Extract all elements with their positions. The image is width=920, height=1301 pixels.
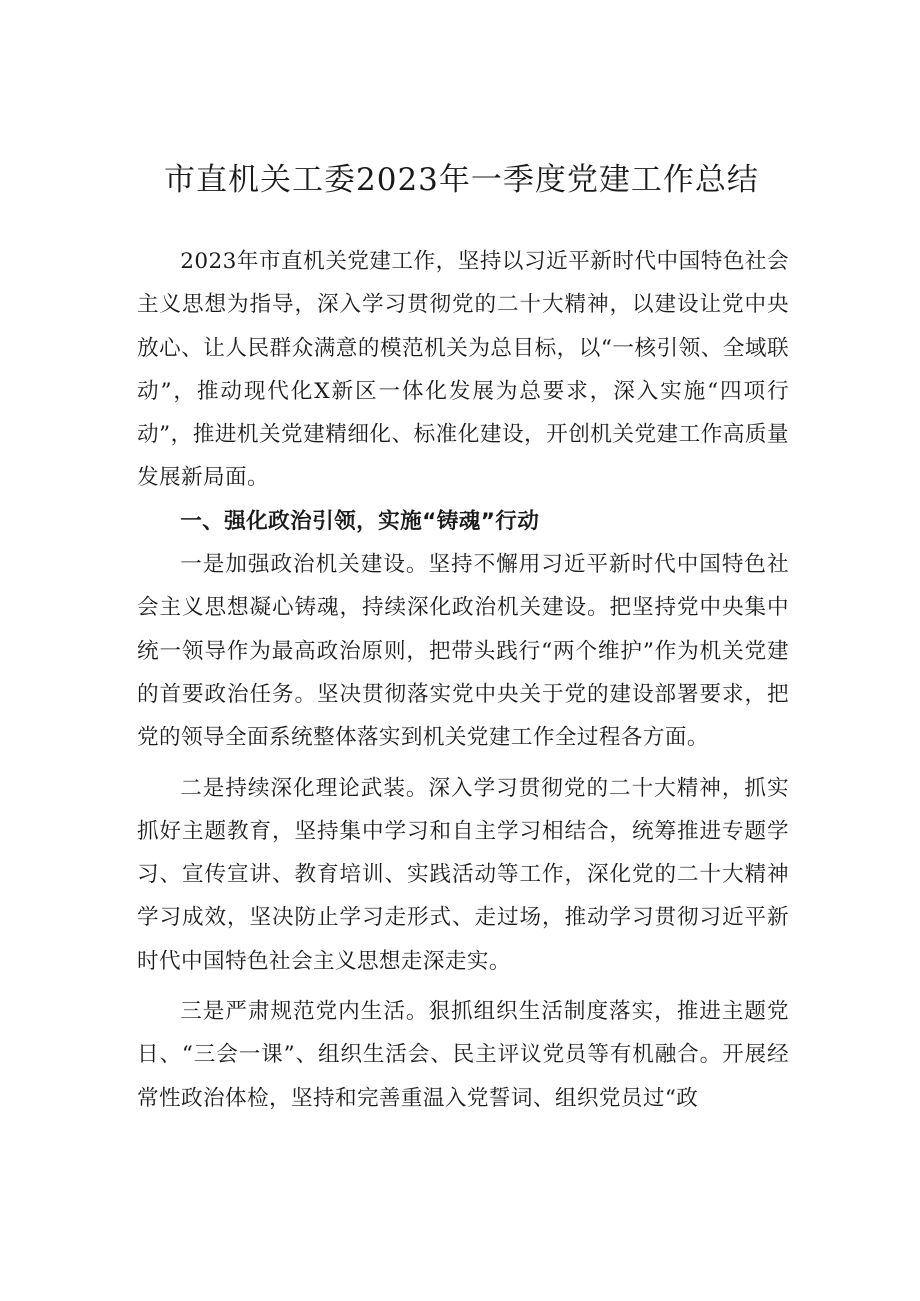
intro-paragraph: 2023年市直机关党建工作，坚持以习近平新时代中国特色社会主义思想为指导，深入学习贯彻党的二十大精神，以建设让党中央放心、让人民群众满意的模范机关为总目标，以“一核引领、全域联动”，推动现代化X新区一体化发展为总要求，深入实施“四项行动”，推进机关党建精细化、标准化建设，开创机关党建工作高质量发展新局面。 — [137, 249, 789, 491]
body-paragraph: 二是持续深化理论武装。深入学习贯彻党的二十大精神，抓实抓好主题教育，坚持集中学习和自主学习相结合，统筹推进专题学习、宣传宣讲、教育培训、实践活动等工作，深化党的二十大精神学习成效，坚决防止学习走形式、走过场，推动学习贯彻习近平新时代中国特色社会主义思想走深走实。 — [137, 775, 789, 974]
body-paragraph: 三是严肃规范党内生活。狠抓组织生活制度落实，推进主题党日、“三会一课”、组织生活会、民主评议党员等有机融合。开展经常性政治体检，坚持和完善重温入党誓词、组织党员过“政 — [137, 999, 789, 1111]
section-heading: 一、强化政治引领，实施“铸魂”行动 — [180, 508, 540, 534]
document-title: 市直机关工委2023年一季度党建工作总结 — [164, 162, 759, 198]
document-body — [137, 240, 789, 1120]
body-paragraph: 一是加强政治机关建设。坚持不懈用习近平新时代中国特色社会主义思想凝心铸魂，持续深化政治机关建设。把坚持党中央集中统一领导作为最高政治原则，把带头践行“两个维护”作为机关党建的首要政治任务。坚决贯彻落实党中央关于党的建设部署要求，把党的领导全面系统整体落实到机关党建工作全过程各方面。 — [137, 552, 789, 751]
